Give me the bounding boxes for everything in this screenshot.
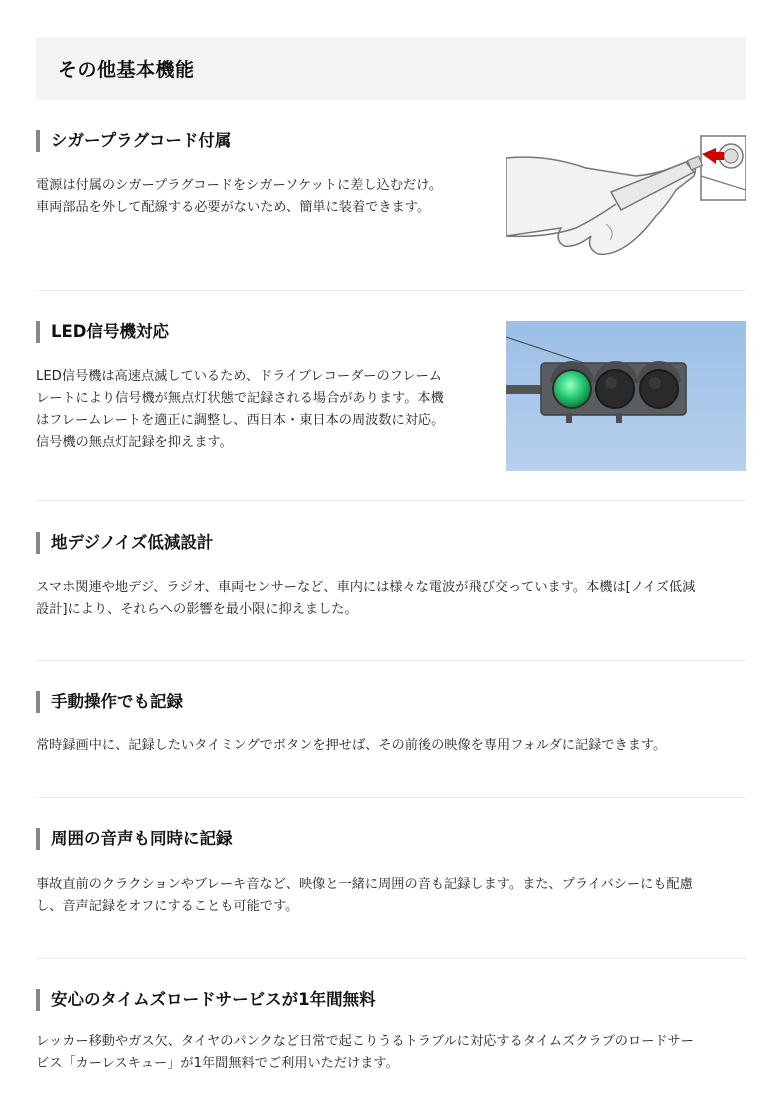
section-title: 周囲の音声も同時に記録 xyxy=(36,828,233,850)
section-body xyxy=(36,1031,694,1075)
section-manual-recording xyxy=(36,691,746,771)
section-title: シガープラグコード付属 xyxy=(36,130,231,152)
page-title: その他基本機能 xyxy=(58,59,195,81)
cigar-plug-image xyxy=(506,128,746,268)
section-divider xyxy=(36,958,746,959)
section-body xyxy=(36,175,442,219)
section-road-service xyxy=(36,989,746,1089)
body-line: 事故直前のクラクションやブレーキ音など、映像と一緒に周囲の音も記録します。また、プライバシーにも配慮 xyxy=(36,877,693,892)
body-line: 設計]により、それらへの影響を最小限に抑えました。 xyxy=(36,602,358,617)
section-header xyxy=(36,37,746,100)
section-divider xyxy=(36,500,746,501)
section-body xyxy=(36,577,695,621)
body-line: 車両部品を外して配線する必要がないため、簡単に装着できます。 xyxy=(36,200,431,215)
section-divider xyxy=(36,660,746,661)
body-line: 電源は付属のシガープラグコードをシガーソケットに差し込むだけ。 xyxy=(36,178,443,193)
section-divider xyxy=(36,290,746,291)
body-line: LED信号機は高速点滅しているため、ドライブレコーダーのフレーム xyxy=(36,369,442,384)
body-line: レッカー移動やガス欠、タイヤのパンクなど日常で起こりうるトラブルに対応するタイムズクラブのロードサー xyxy=(36,1034,694,1049)
traffic-light-image xyxy=(506,321,746,471)
traffic-light-icon xyxy=(506,321,746,471)
body-line: スマホ関連や地デジ、ラジオ、車両センサーなど、車内には様々な電波が飛び交っています。本機は[ノイズ低減 xyxy=(36,580,696,595)
section-divider xyxy=(36,797,746,798)
section-title: LED信号機対応 xyxy=(36,321,169,343)
body-line: レートにより信号機が無点灯状態で記録される場合があります。本機 xyxy=(36,391,444,406)
body-line: 信号機の無点灯記録を抑えます。 xyxy=(36,435,233,450)
section-title: 地デジノイズ低減設計 xyxy=(36,532,213,554)
cigar-plug-hand-icon xyxy=(506,128,746,268)
body-line: 常時録画中に、記録したいタイミングでボタンを押せば、その前後の映像を専用フォルダに記録できます。 xyxy=(36,738,667,753)
body-line: はフレームレートを適正に調整し、西日本・東日本の周波数に対応。 xyxy=(36,413,445,428)
body-line: し、音声記録をオフにすることも可能です。 xyxy=(36,899,299,914)
section-noise-reduction xyxy=(36,532,746,632)
section-body xyxy=(36,366,444,454)
body-line: ビス「カーレスキュー」が1年間無料でご利用いただけます。 xyxy=(36,1056,399,1071)
section-audio-recording xyxy=(36,828,746,928)
section-body xyxy=(36,735,666,757)
section-title: 手動操作でも記録 xyxy=(36,691,183,713)
section-title: 安心のタイムズロードサービスが1年間無料 xyxy=(36,989,376,1011)
section-body xyxy=(36,874,693,918)
